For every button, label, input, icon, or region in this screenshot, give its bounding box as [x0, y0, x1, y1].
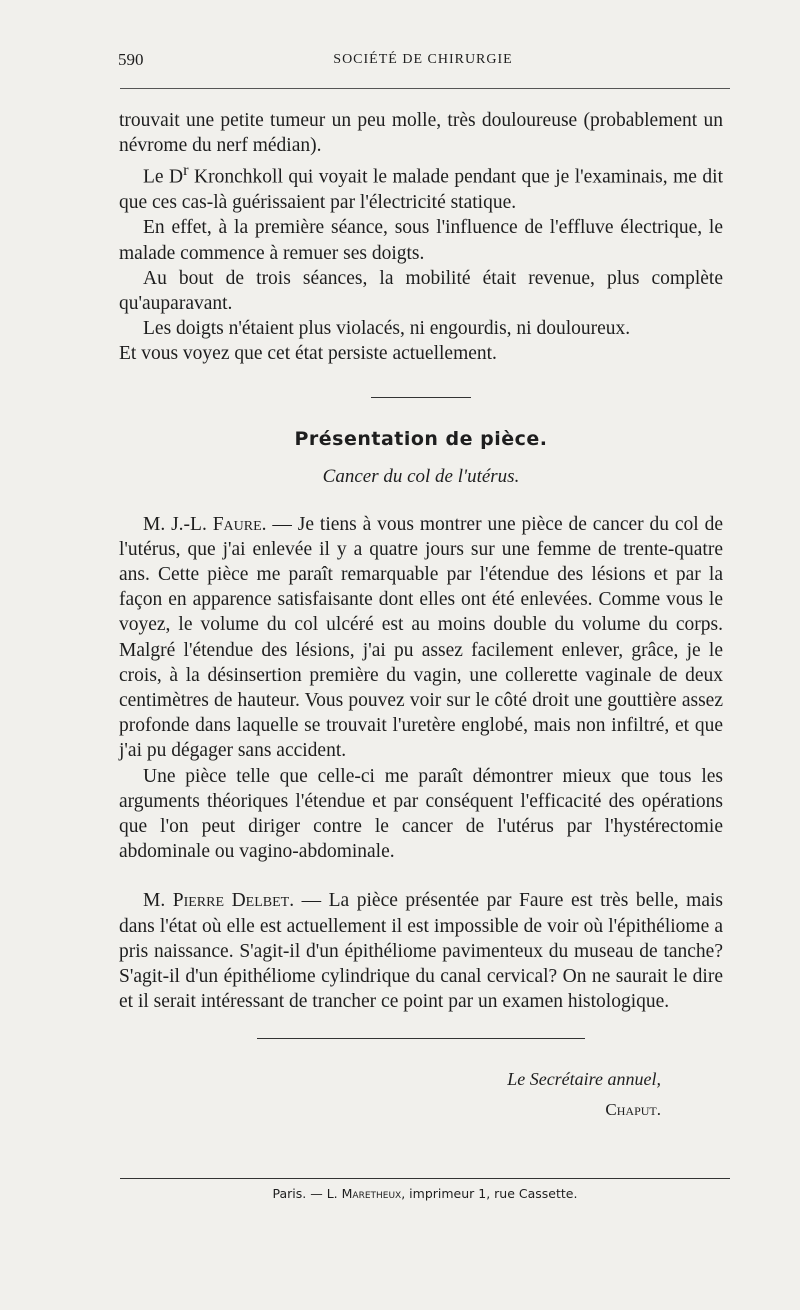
paragraph: En effet, à la première séance, sous l'influence de l'effluve électrique, le malade commence à remuer ses doigts.: [119, 217, 723, 264]
signature-title: Le Secrétaire annuel,: [507, 1069, 661, 1090]
paragraph: Les doigts n'étaient plus violacés, ni engourdis, ni douloureux.: [143, 318, 631, 340]
printer-imprint: [120, 1186, 730, 1201]
paragraph: Au bout de trois séances, la mobilité était revenue, plus complète qu'auparavant.: [119, 267, 723, 314]
printer-name: Maretheux: [341, 1186, 402, 1201]
section-subtitle: Cancer du col de l'utérus.: [322, 465, 520, 487]
signature-name: Chaput.: [605, 1100, 661, 1120]
header-rule: [120, 88, 730, 89]
text-span: Le D: [143, 166, 184, 188]
paragraph: [119, 158, 723, 215]
footer-rule: [120, 1178, 730, 1179]
running-title: SOCIÉTÉ DE CHIRURGIE: [333, 52, 513, 67]
superscript: r: [183, 161, 189, 180]
text-span: Kronchkoll qui voyait le malade pendant que je l'examinais, me dit que ces cas-là guérissaient par l'électricité statique.: [119, 166, 723, 214]
section-title: Présentation de pièce.: [294, 427, 548, 450]
text-span: , imprimeur 1, rue Cassette.: [401, 1186, 578, 1201]
text-span: Paris. — L.: [272, 1186, 342, 1201]
paragraph: Et vous voyez que cet état persiste actuellement.: [119, 343, 497, 365]
speaker-name: M. J.-L. Faure.: [143, 513, 267, 535]
page-number: 590: [118, 50, 144, 69]
signature-block: [119, 1069, 723, 1120]
body-text: [119, 108, 723, 1120]
page-header: [118, 50, 728, 74]
paragraph: Une pièce telle que celle-ci me paraît démontrer mieux que tous les arguments théoriques l'étendue et par conséquent l'efficacité des opérations que l'on peut diriger contre le cancer de l'utérus par l'hystérectomie abdominale ou vagino-abdominale.: [119, 765, 723, 863]
text-span: — Je tiens à vous montrer une pièce de cancer du col de l'utérus, que j'ai enlevée il y a quatre jours sur une femme de trente-quatre ans. Cette pièce me paraît remarquable par l'étendue des lésions et par la façon en apparence satisfaisante dont elles ont été enlevées. Comme vous le voyez, le volume du col ulcéré est au moins double du volume du corps. Malgré l'étendue des lésions, j'ai pu assez facilement enlever, grâce, je le crois, à la désinsertion première du vagin, une collerette vaginale de deux centimètres de hauteur. Vous pouvez voir sur le côté droit une gouttière assez profonde dans laquelle se trouvait l'uretère englobé, mais non infiltré, et que j'ai pu dégager sans accident.: [119, 513, 723, 762]
text-span: — La pièce présentée par Faure est très belle, mais dans l'état où elle est actuellement il est impossible de voir où l'épithéliome a pris naissance. S'agit-il d'un épithéliome pavimenteux du museau de tanche? S'agit-il d'un épithéliome cylindrique du canal cervical? On ne saurait le dire et il serait intéressant de trancher ce point par un examen histologique.: [119, 890, 723, 1013]
paragraph-delbet: [119, 888, 723, 1014]
paragraph: trouvait une petite tumeur un peu molle, très douloureuse (probablement un névrome du nerf médian).: [119, 110, 723, 157]
paragraph-faure: [119, 512, 723, 764]
speaker-name: M. Pierre Delbet.: [143, 890, 295, 912]
